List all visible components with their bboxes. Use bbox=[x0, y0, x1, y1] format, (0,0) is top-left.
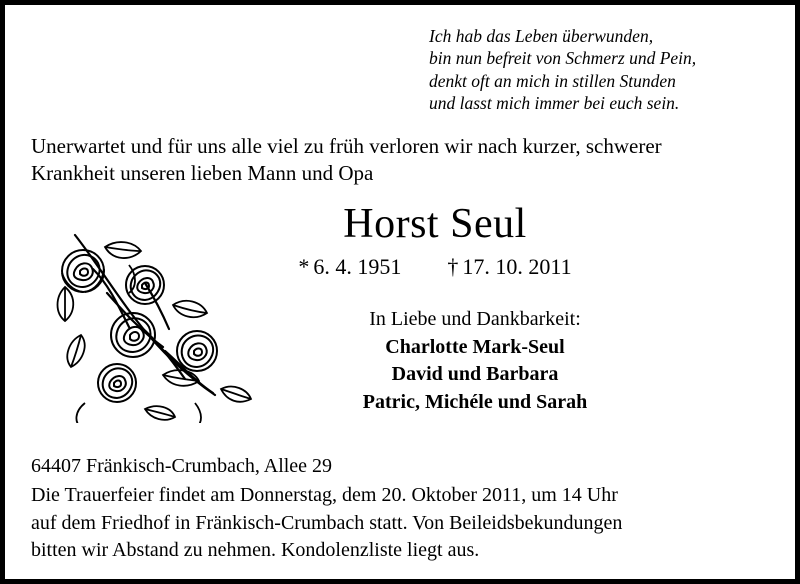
service-line: auf dem Friedhof in Fränkisch-Crumbach statt. Von Beileidsbekundungen bbox=[31, 511, 623, 534]
service-line: bitten wir Abstand zu nehmen. Kondolenzliste liegt aus. bbox=[31, 539, 480, 562]
birth-symbol: * bbox=[298, 254, 310, 280]
memorial-verse bbox=[429, 21, 769, 115]
footer-block bbox=[31, 453, 769, 565]
address-line: 64407 Fränkisch-Crumbach, Allee 29 bbox=[31, 454, 333, 477]
rose-branch-icon bbox=[45, 223, 270, 423]
verse-line: denkt oft an mich in stillen Stunden bbox=[429, 70, 676, 91]
family-member: David und Barbara bbox=[391, 363, 559, 386]
service-line: Die Trauerfeier findet am Donnerstag, dem 20. Oktober 2011, um 14 Uhr bbox=[31, 484, 618, 507]
family-member: Patric, Michéle und Sarah bbox=[362, 390, 588, 413]
family-lead: In Liebe und Dankbarkeit: bbox=[369, 308, 581, 331]
death-symbol: † bbox=[447, 254, 459, 280]
birth-date: 6. 4. 1951 bbox=[313, 254, 402, 280]
death-date: 17. 10. 2011 bbox=[462, 254, 572, 280]
family-member: Charlotte Mark-Seul bbox=[385, 335, 565, 358]
verse-line: bin nun befreit von Schmerz und Pein, bbox=[429, 48, 697, 69]
introduction-text bbox=[31, 133, 769, 188]
deceased-name: Horst Seul bbox=[343, 201, 527, 247]
obituary-content bbox=[5, 5, 795, 579]
intro-line: Krankheit unseren lieben Mann und Opa bbox=[31, 161, 374, 186]
verse-line: und lasst mich immer bei euch sein. bbox=[429, 93, 680, 114]
intro-line: Unerwartet und für uns alle viel zu früh verloren wir nach kurzer, schwerer bbox=[31, 133, 662, 158]
verse-line: Ich hab das Leben überwunden, bbox=[429, 26, 654, 46]
